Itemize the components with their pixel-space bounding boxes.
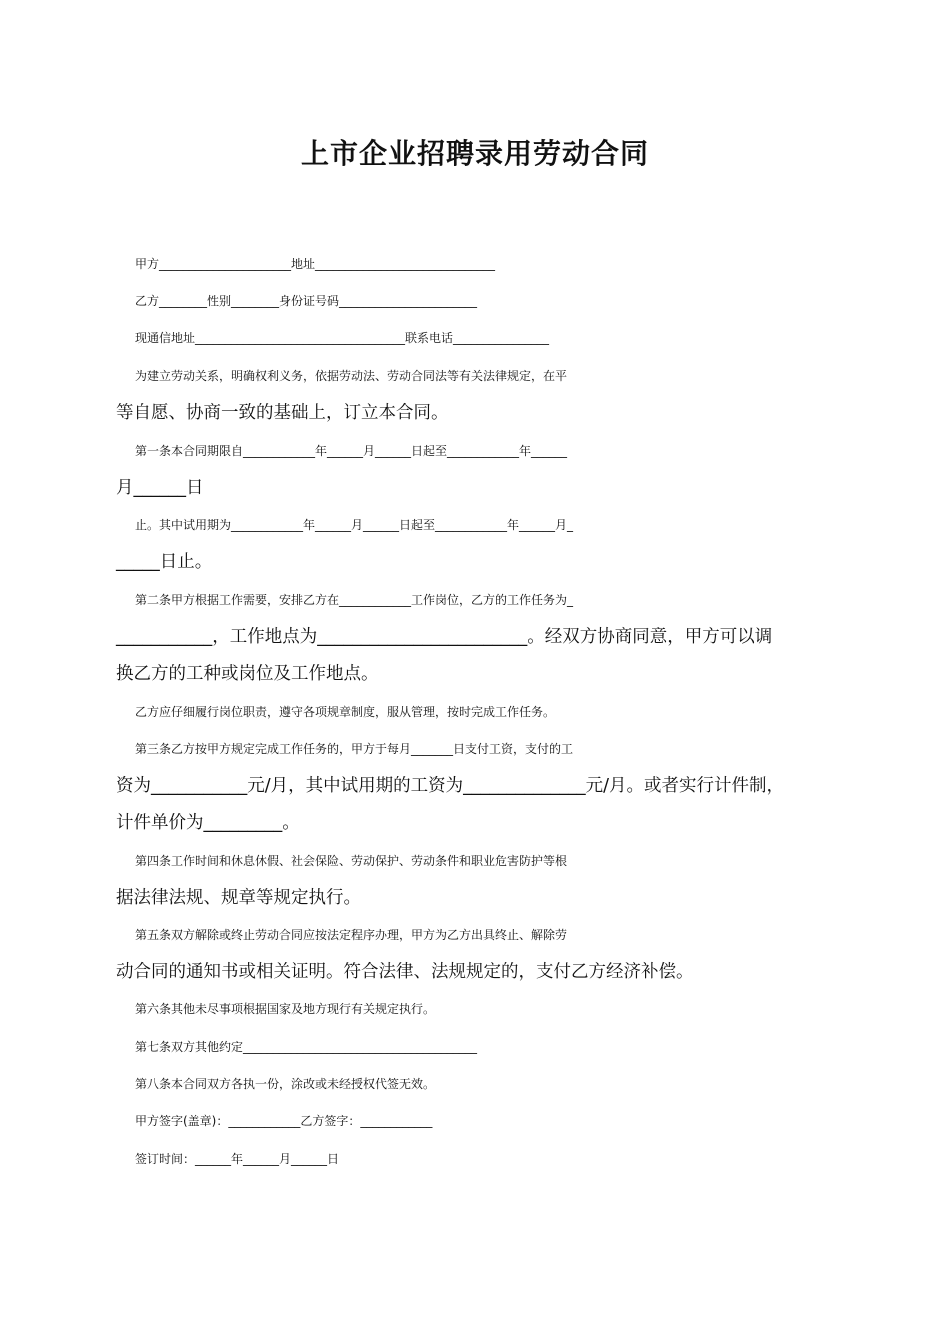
article-3-line-2: 资为___________元/月，其中试用期的工资为______________元/月。或者实行计件制， [116,776,785,796]
page-title: 上市企业招聘录用劳动合同 [300,137,649,170]
article-3-line-1: 第三条乙方按甲方规定完成工作任务的，甲方于每月_______日支付工资，支付的工 [135,742,574,756]
article-1-line-3: 止。其中试用期为____________年______月______日起至____________年______月_ [135,518,574,532]
party-a-line: 甲方______________________地址______________________________ [135,257,496,271]
article-7-line: 第七条双方其他约定_______________________________________ [135,1040,478,1054]
article-5-line-1: 第五条双方解除或终止劳动合同应按法定程序办理，甲方为乙方出具终止、解除劳 [135,928,568,942]
article-1-line-2: 月______日 [116,478,204,498]
article-2-line-3: 换乙方的工种或岗位及工作地点。 [116,664,379,684]
article-8-line: 第八条本合同双方各执一份，涂改或未经授权代签无效。 [135,1077,436,1091]
article-2-line-1: 第二条甲方根据工作需要，安排乙方在____________工作岗位，乙方的工作任务为_ [135,593,574,607]
signing-date-line: 签订时间：______年______月______日 [135,1152,340,1166]
article-4-line-1: 第四条工作时间和休息休假、社会保险、劳动保护、劳动条件和职业危害防护等根 [135,854,568,868]
article-1-line-1: 第一条本合同期限自____________年______月______日起至____________年______ [135,444,568,458]
preamble-line-2: 等自愿、协商一致的基础上，订立本合同。 [116,403,449,423]
article-6-line: 第六条其他未尽事项根据国家及地方现行有关规定执行。 [135,1002,436,1016]
article-1-line-4: _____日止。 [116,552,213,572]
article-4-line-2: 据法律法规、规章等规定执行。 [116,888,361,908]
article-2-duty-line: 乙方应仔细履行岗位职责，遵守各项规章制度，服从管理，按时完成工作任务。 [135,705,556,719]
article-5-line-2: 动合同的通知书或相关证明。符合法律、法规规定的，支付乙方经济补偿。 [116,962,694,982]
article-3-line-3: 计件单价为_________。 [116,813,300,833]
party-b-line: 乙方________性别________身份证号码_______________________ [135,294,478,308]
signature-line: 甲方签字(盖章)：____________乙方签字：____________ [135,1114,433,1128]
preamble-line-1: 为建立劳动关系，明确权利义务，依据劳动法、劳动合同法等有关法律规定，在平 [135,369,568,383]
address-line: 现通信地址___________________________________联系电话________________ [135,331,550,345]
article-2-line-2: ___________，工作地点为________________________。经双方协商同意，甲方可以调 [116,627,773,647]
